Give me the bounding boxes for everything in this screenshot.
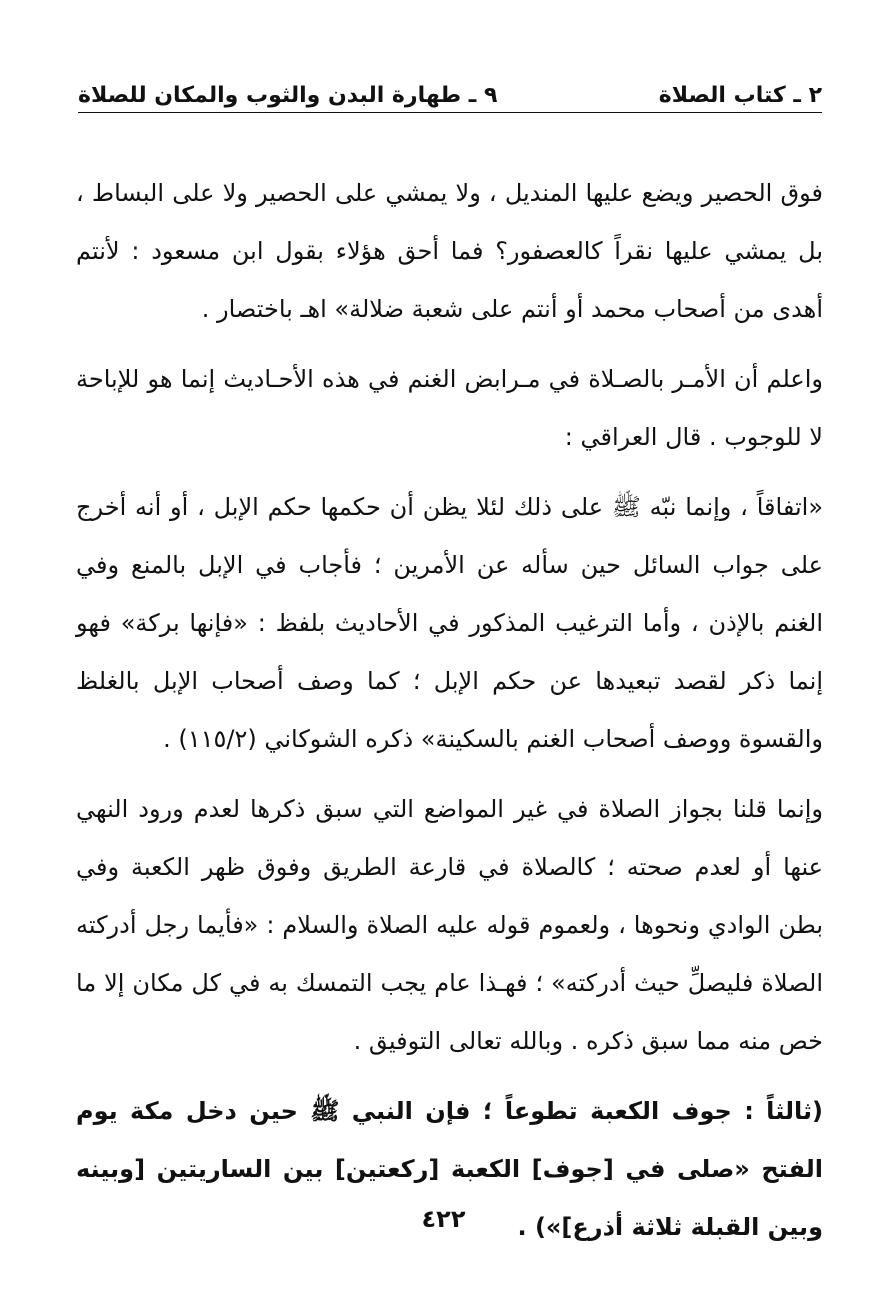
paragraph: واعلم أن الأمـر بالصـلاة في مـرابض الغنم في هذه الأحـاديث إنما هو للإباحة لا للوجوب . قال العراقي : — [76, 365, 823, 451]
paragraph: «اتفاقاً ، وإنما نبّه ﷺ على ذلك لئلا يظن أن حكمها حكم الإبل ، أو أنه أخرج على جواب السائل حين سأله عن الأمرين ؛ فأجاب في الإبل بالمنع وفي الغنم بالإذن ، وأما الترغيب المذكور في الأحاديث بلفظ : «فإنها بركة» فهو إنما ذكر لقصد تبعيدها عن حكم الإبل ؛ كما وصف أصحاب الإبل بالغلظ والقسوة ووصف أصحاب الغنم بالسكينة» ذكره الشوكاني (١١٥/٢) . — [76, 493, 823, 753]
body-text — [76, 164, 823, 1268]
paragraph-bold: (ثالثاً : جوف الكعبة تطوعاً ؛ فإن النبي ﷺ حين دخل مكة يوم الفتح «صلى في [جوف] الكعبة [ركعتين] بين الساريتين [وبينه وبين القبلة ثلاثة أذرع]») . — [76, 1097, 823, 1241]
paragraph: وإنما قلنا بجواز الصلاة في غير المواضع التي سبق ذكرها لعدم ورود النهي عنها أو لعدم صحته ؛ كالصلاة في قارعة الطريق وفوق ظهر الكعبة وفي بطن الوادي ونحوها ، ولعموم قوله عليه الصلاة والسلام : «فأيما رجل أدركته الصلاة فليصلِّ حيث أدركته» ؛ فهـذا عام يجب التمسك به في كل مكان إلا ما خص منه مما سبق ذكره . وبالله تعالى التوفيق . — [76, 795, 823, 1055]
section-title: ٩ ـ طهارة البدن والثوب والمكان للصلاة — [78, 83, 498, 108]
chapter-title: ٢ ـ كتاب الصلاة — [658, 83, 822, 108]
page-number: ٤٢٢ — [421, 1205, 466, 1233]
paragraph: فوق الحصير ويضع عليها المنديل ، ولا يمشي على الحصير ولا على البساط ، بل يمشي عليها نقراً كالعصفور؟ فما أحق هؤلاء بقول ابن مسعود : لأنتم أهدى من أصحاب محمد أو أنتم على شعبة ضلالة» اهـ باختصار . — [76, 179, 823, 323]
header-divider — [78, 112, 822, 113]
running-header — [78, 72, 822, 108]
